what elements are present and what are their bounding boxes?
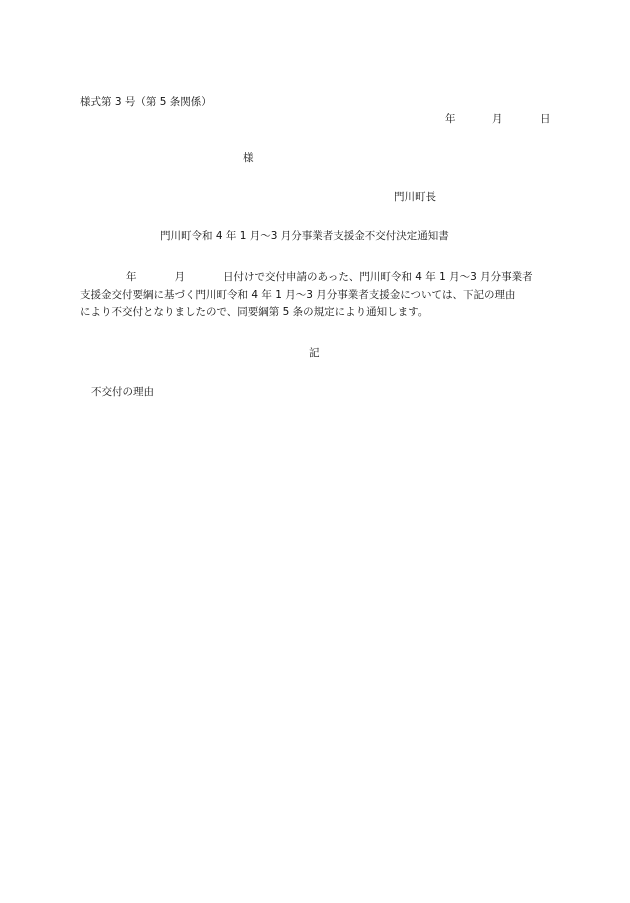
document-title: 門川町令和 4 年 1 月〜3 月分事業者支援金不交付決定通知書 (160, 230, 449, 242)
body-line-2: 支援金交付要綱に基づく門川町令和 4 年 1 月〜3 月分事業者支援金については、下記の理由 (80, 288, 516, 301)
form-number: 様式第 3 号（第 5 条関係） (80, 96, 212, 108)
body-line-1 (80, 269, 552, 287)
ki-heading: 記 (309, 347, 320, 359)
addressee-suffix: 様 (243, 152, 254, 164)
date-day-label: 日 (540, 113, 551, 125)
body-year-label: 年 (126, 271, 137, 283)
date-year-label: 年 (445, 113, 456, 125)
reason-heading: 不交付の理由 (91, 386, 154, 398)
issuer-name: 門川町長 (394, 191, 436, 203)
body-month-label: 月 (174, 271, 185, 283)
date-month-label: 月 (492, 113, 503, 125)
body-line-3: により不交付となりましたので、同要綱第 5 条の規定により通知します。 (80, 306, 429, 318)
body-paragraph (80, 269, 552, 322)
body-line-1-text: 日付けで交付申請のあった、門川町令和 4 年 1 月〜3 月分事業者 (223, 271, 533, 283)
